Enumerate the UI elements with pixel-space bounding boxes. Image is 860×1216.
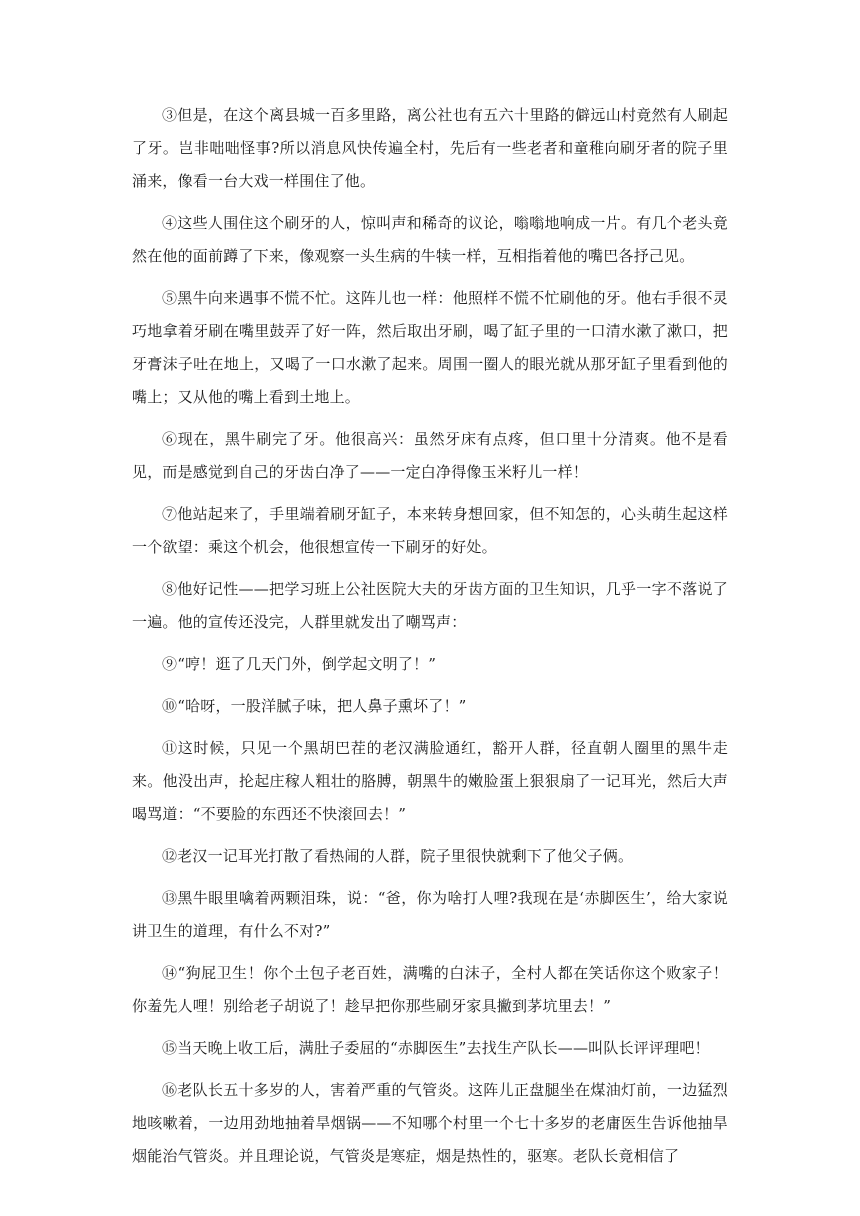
paragraph-8: ⑧他好记性——把学习班上公社医院大夫的牙齿方面的卫生知识，几乎一字不落说了一遍。他的宣传还没完，人群里就发出了嘲骂声： (132, 580, 728, 631)
paragraph-3: ③但是，在这个离县城一百多里路，离公社也有五六十里路的僻远山村竟然有人刷起了牙。岂非咄咄怪事?所以消息风快传遍全村，先后有一些老者和童稚向刷牙者的院子里涌来，像看一台大戏一样围住了他。 (132, 106, 728, 190)
paragraph-10: ⑩“哈呀，一股洋腻子味，把人鼻子熏坏了！” (162, 697, 467, 715)
paragraph-5: ⑤黑牛向来遇事不慌不忙。这阵儿也一样：他照样不慌不忙刷他的牙。他右手很不灵巧地拿着牙刷在嘴里鼓弄了好一阵，然后取出牙刷，喝了缸子里的一口清水漱了漱口，把牙膏沫子吐在地上，又喝了一口水漱了起来。周围一圈人的眼光就从那牙缸子里看到他的嘴上；又从他的嘴上看到土地上。 (132, 289, 728, 406)
paragraph-16: ⑯老队长五十多岁的人，害着严重的气管炎。这阵儿正盘腿坐在煤油灯前，一边猛烈地咳嗽着，一边用劲地抽着旱烟锅——不知哪个村里一个七十多岁的老庸医生告诉他抽旱烟能治气管炎。并且理论说，气管炎是寒症，烟是热性的，驱寒。老队长竟相信了 (132, 1081, 728, 1165)
paragraph-12: ⑫老汉一记耳光打散了看热闹的人群，院子里很快就剩下了他父子俩。 (162, 847, 634, 865)
paragraph-14: ⑭“狗屁卫生！你个土包子老百姓，满嘴的白沫子，全村人都在笑话你这个败家子！你羞先人哩！别给老子胡说了！趁早把你那些刷牙家具撇到茅坑里去！” (132, 964, 728, 1015)
paragraph-15: ⑮当天晚上收工后，满肚子委屈的“赤脚医生”去找生产队长——叫队长评评理吧！ (162, 1039, 710, 1057)
paragraph-4: ④这些人围住这个刷牙的人，惊叫声和稀奇的议论，嗡嗡地响成一片。有几个老头竟然在他的面前蹲了下来，像观察一头生病的牛犊一样，互相指着他的嘴巴各抒己见。 (132, 214, 728, 265)
paragraph-9: ⑨“哼！逛了几天门外，倒学起文明了！” (162, 655, 437, 673)
paragraph-11: ⑪这时候，只见一个黑胡巴茬的老汉满脸通红，豁开人群，径直朝人圈里的黑牛走来。他没出声，抡起庄稼人粗壮的胳膊，朝黑牛的嫩脸蛋上狠狠扇了一记耳光，然后大声喝骂道：“不要脸的东西还不快滚回去！” (132, 739, 728, 823)
paragraph-13: ⑬黑牛眼里噙着两颗泪珠，说：“爸，你为啥打人哩?我现在是‘赤脚医生’，给大家说讲卫生的道理，有什么不对?” (132, 889, 728, 940)
article-body (132, 99, 728, 1182)
paragraph-7: ⑦他站起来了，手里端着刷牙缸子，本来转身想回家，但不知怎的，心头萌生起这样一个欲望：乘这个机会，他很想宣传一下刷牙的好处。 (132, 505, 728, 556)
paragraph-6: ⑥现在，黑牛刷完了牙。他很高兴：虽然牙床有点疼，但口里十分清爽。他不是看见，而是感觉到自己的牙齿白净了——一定白净得像玉米籽儿一样！ (132, 430, 728, 481)
